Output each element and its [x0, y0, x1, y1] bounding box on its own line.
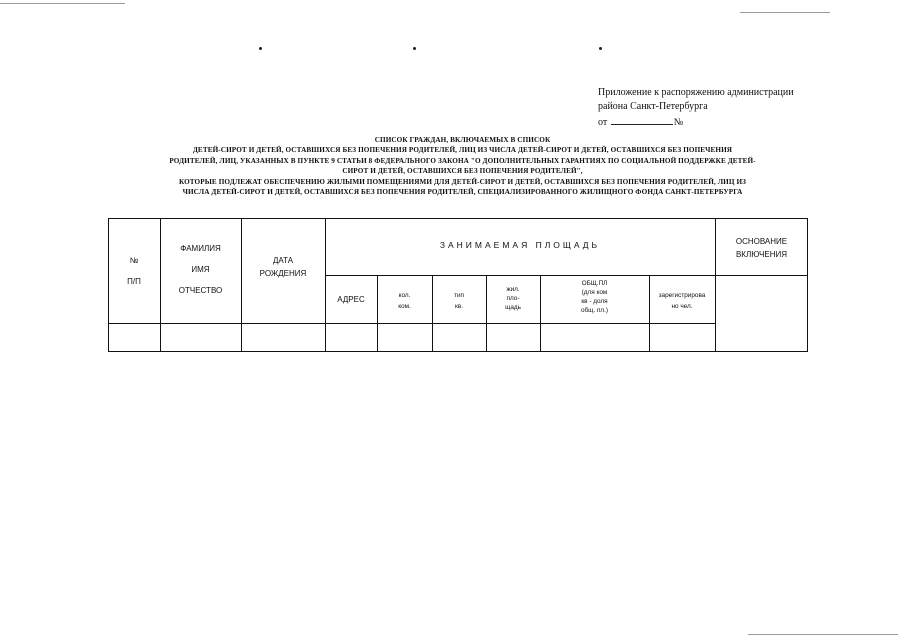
citizens-table: [108, 218, 808, 352]
subcol-total-area-line-2: (для ком: [581, 289, 608, 296]
appendix-note: [598, 86, 898, 130]
subcol-room-count: [377, 291, 432, 311]
title-line-1: СПИСОК ГРАЖДАН, ВКЛЮЧАЕМЫХ В СПИСОК: [374, 136, 551, 144]
subcol-apartment-type-line-1: тип: [454, 292, 464, 299]
subcol-registered-persons-line-1: зарегистрирова: [658, 292, 706, 299]
col-header-full-name-line-3: ОТЧЕСТВО: [178, 286, 223, 295]
subcol-apartment-type-line-2: кв.: [455, 303, 463, 310]
title-line-6: ЧИСЛА ДЕТЕЙ-СИРОТ И ДЕТЕЙ, ОСТАВШИХСЯ БЕЗ ПОПЕЧЕНИЯ РОДИТЕЛЕЙ, СПЕЦИАЛИЗИРОВАННОГО ЖИЛИЩНОГО ФОНДА САНКТ-ПЕТЕРБУРГА: [182, 188, 743, 197]
appendix-date-number-line: [598, 114, 898, 130]
subcol-total-area: [540, 279, 649, 315]
title-line-2: ДЕТЕЙ-СИРОТ И ДЕТЕЙ, ОСТАВШИХСЯ БЕЗ ПОПЕЧЕНИЯ РОДИТЕЛЕЙ, ЛИЦ ИЗ ЧИСЛА ДЕТЕЙ-СИРОТ И ДЕТЕЙ, ОСТАВШИХСЯ БЕЗ ПОПЕЧЕНИЯ: [192, 146, 733, 155]
basis-subheader-rule: [715, 275, 808, 276]
subcol-apartment-type: [432, 291, 486, 311]
table-top-border: [108, 218, 808, 219]
appendix-number-label: №: [673, 117, 684, 128]
title-line-4: СИРОТ И ДЕТЕЙ, ОСТАВШИХСЯ БЕЗ ПОПЕЧЕНИЯ РОДИТЕЛЕЙ",: [342, 167, 583, 176]
col-header-full-name-line-1: ФАМИЛИЯ: [180, 244, 221, 253]
col-header-birth-date-line-1: ДАТА: [272, 256, 294, 265]
title-line-5: КОТОРЫЕ ПОДЛЕЖАТ ОБЕСПЕЧЕНИЮ ЖИЛЫМИ ПОМЕЩЕНИЯМИ ДЛЯ ДЕТЕЙ-СИРОТ И ДЕТЕЙ, ОСТАВШИХСЯ БЕЗ ПОПЕЧЕНИЯ РОДИТЕЛЕЙ, ЛИЦ ИЗ: [178, 177, 747, 186]
scan-edge-line-top-right: [740, 12, 830, 13]
col-header-full-name-line-2: ИМЯ: [191, 265, 210, 274]
subcol-room-count-line-2: ком.: [398, 303, 411, 310]
col-header-birth-date-line-2: РОЖДЕНИЯ: [259, 269, 307, 278]
subcol-total-area-line-4: общ. пл.): [580, 307, 609, 314]
scan-dot: [413, 47, 416, 50]
col-group-occupied-area: ЗАНИМАЕМАЯ ПЛОЩАДЬ: [439, 240, 601, 250]
col-header-birth-date: [241, 254, 325, 280]
col-header-number-line-1: №: [129, 256, 139, 265]
subcol-living-area-line-3: щадь: [505, 304, 521, 311]
col-header-number: [108, 254, 160, 288]
col-header-inclusion-basis-line-1: ОСНОВАНИЕ: [735, 237, 788, 246]
subcol-living-area: [486, 285, 540, 312]
subcol-room-count-line-1: кол.: [398, 292, 411, 299]
subcol-registered-persons-line-2: но чел.: [671, 303, 693, 310]
subcol-living-area-line-2: пло-: [506, 295, 520, 302]
subcol-total-area-line-3: кв - доля: [581, 298, 608, 305]
appendix-line-2: района Санкт-Петербурга: [598, 101, 708, 112]
subcol-registered-persons: [649, 291, 715, 311]
scan-edge-line-bottom: [748, 634, 898, 635]
col-header-full-name: [160, 242, 241, 297]
table-row: [108, 324, 715, 351]
subcol-living-area-line-1: жил.: [506, 286, 520, 293]
appendix-line-1: Приложение к распоряжению администрации: [598, 87, 794, 98]
col-header-inclusion-basis: [715, 235, 808, 261]
subcol-address: АДРЕС: [337, 295, 365, 304]
date-blank: [611, 114, 673, 125]
subcol-total-area-line-1: ОБЩ.ПЛ: [581, 280, 608, 287]
scan-dot: [259, 47, 262, 50]
area-subheader-rule: [325, 275, 715, 276]
scan-dot: [599, 47, 602, 50]
document-title: [105, 135, 820, 197]
col-header-number-line-2: П/П: [127, 277, 141, 286]
scan-edge-line-top: [0, 3, 125, 4]
col-header-inclusion-basis-line-2: ВКЛЮЧЕНИЯ: [735, 250, 788, 259]
title-line-3: РОДИТЕЛЕЙ, ЛИЦ, УКАЗАННЫХ В ПУНКТЕ 9 СТАТЬИ 8 ФЕДЕРАЛЬНОГО ЗАКОНА "О ДОПОЛНИТЕЛЬНЫХ ГАРАНТИЯХ ПО СОЦИАЛЬНОЙ ПОДДЕРЖКЕ ДЕТЕЙ-: [169, 156, 756, 165]
appendix-from-label: от: [598, 117, 608, 128]
table-bottom-border: [108, 351, 808, 352]
